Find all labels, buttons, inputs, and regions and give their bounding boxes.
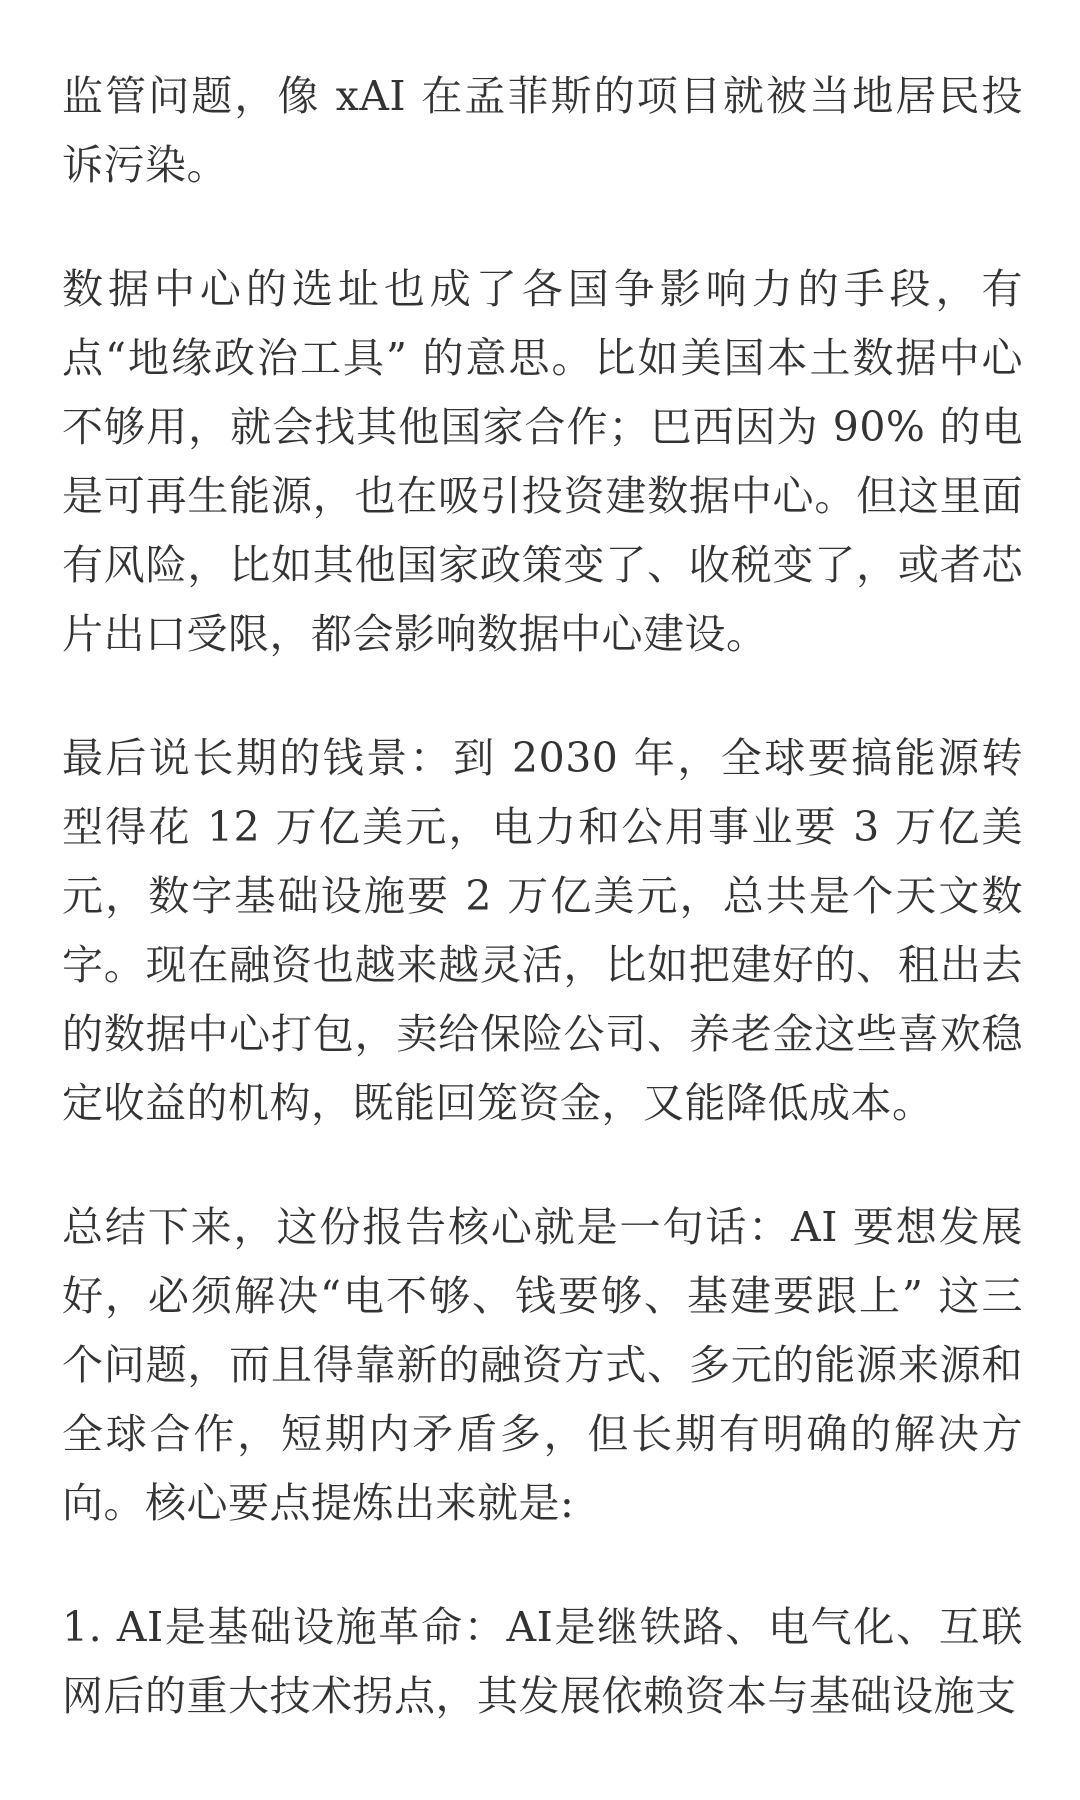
paragraph-long-term-funding: 最后说长期的钱景：到 2030 年，全球要搞能源转型得花 12 万亿美元，电力和公用事业要 3 万亿美元，数字基础设施要 2 万亿美元，总共是个天文数字。现在融资也越来越灵活，比如把建好的、租出去的数据中心打包，卖给保险公司、养老金这些喜欢稳定收益的机构，既能回笼资金，又能降低成本。 — [62, 734, 1023, 1127]
list-item: 1. AI是基础设施革命：AI是继铁路、电气化、互联网后的重大技术拐点，其发展依赖资本与基础设施支 — [62, 1603, 1023, 1720]
paragraph-summary: 总结下来，这份报告核心就是一句话：AI 要想发展好，必须解决“电不够、钱要够、基建要跟上” 这三个问题，而且得靠新的融资方式、多元的能源来源和全球合作，短期内矛盾多，但长期有明确的解决方向。核心要点提炼出来就是: — [62, 1203, 1023, 1527]
paragraph-regulation: 监管问题，像 xAI 在孟菲斯的项目就被当地居民投诉污染。 — [62, 72, 1023, 189]
paragraph-datacenter-siting: 数据中心的选址也成了各国争影响力的手段，有点“地缘政治工具” 的意思。比如美国本土数据中心不够用，就会找其他国家合作；巴西因为 90% 的电是可再生能源，也在吸引投资建数据中心。但这里面有风险，比如其他国家政策变了、收税变了，或者芯片出口受限，都会影响数据中心建设。 — [62, 265, 1023, 658]
